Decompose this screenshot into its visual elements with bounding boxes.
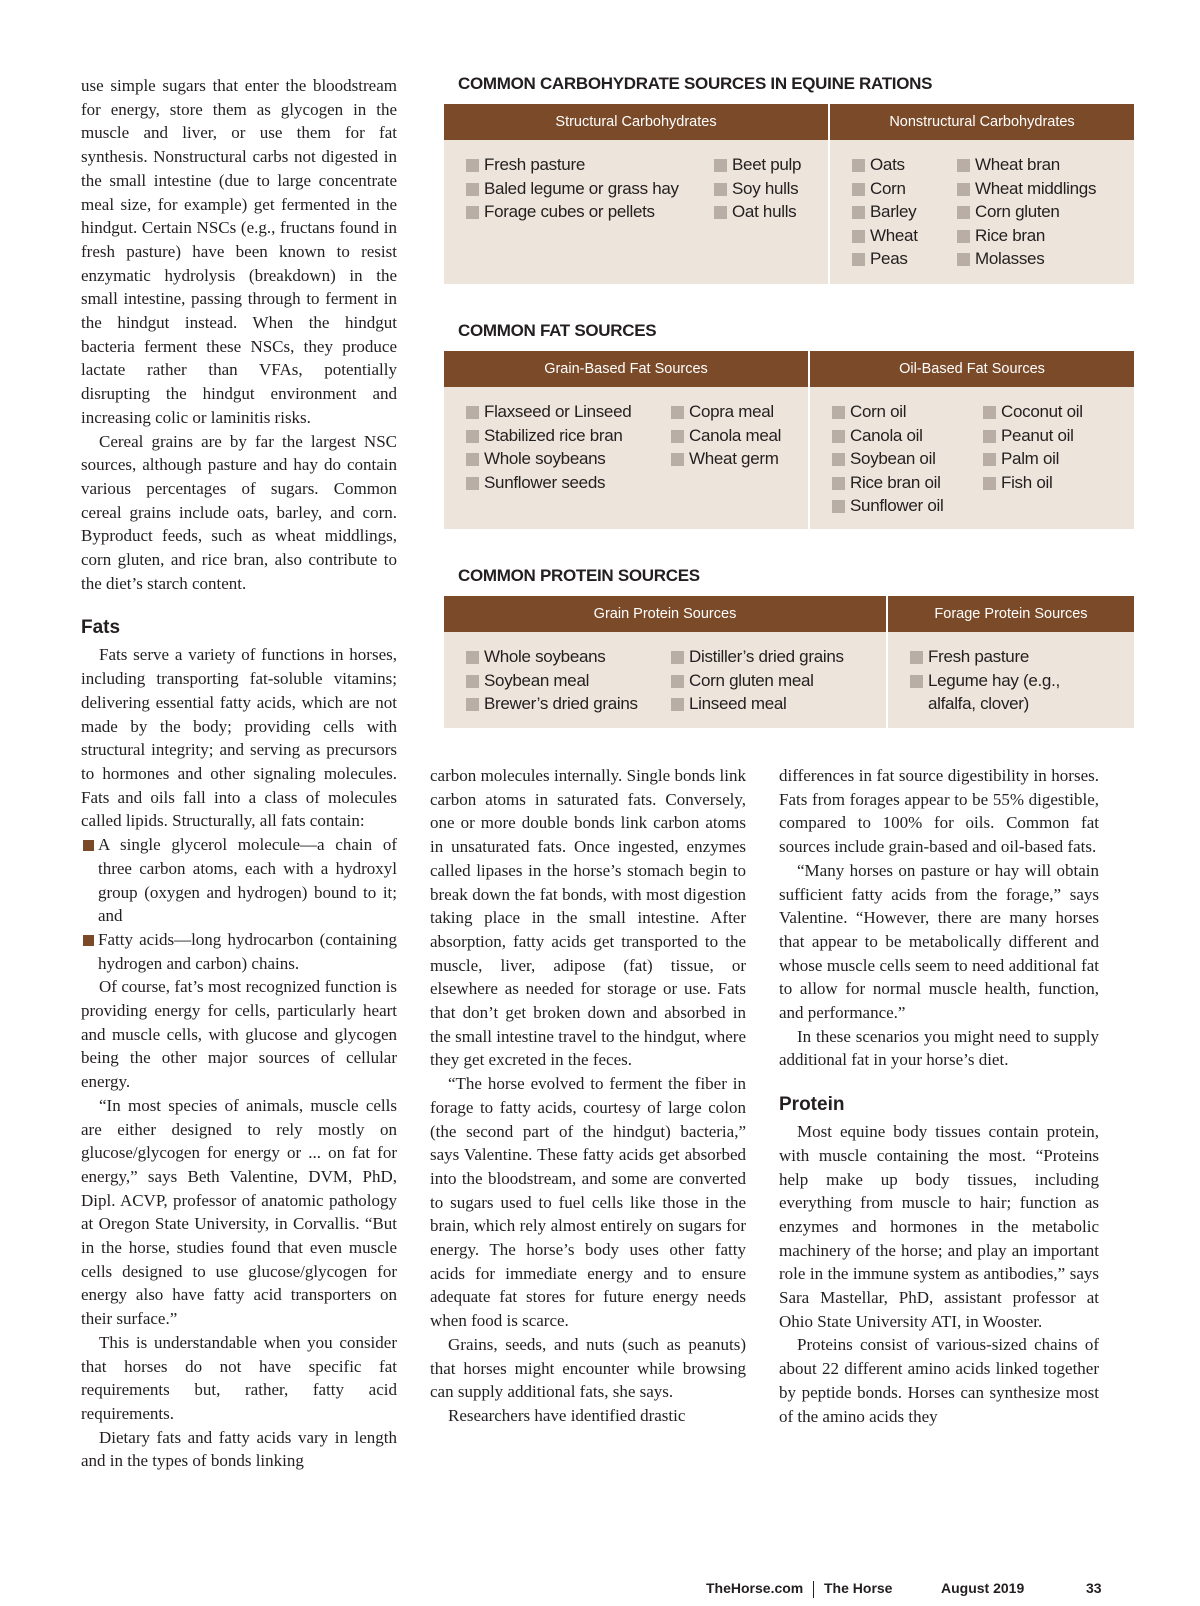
- square-bullet-icon: [466, 430, 479, 443]
- list-oil-fat-a: [832, 400, 983, 519]
- list-item-text: Linseed meal: [689, 694, 787, 713]
- list-item: [832, 471, 983, 495]
- square-bullet-icon: [466, 406, 479, 419]
- table-body: [444, 632, 1134, 728]
- square-bullet-icon: [466, 183, 479, 196]
- list-item-text: Rice bran: [975, 225, 1046, 245]
- paragraph: Grains, seeds, and nuts (such as peanuts) that horses might encounter while browsing can supply additional fats, she says.: [430, 1334, 746, 1402]
- square-bullet-icon: [852, 183, 865, 196]
- table-header-oil-fat: Oil-Based Fat Sources: [810, 351, 1134, 387]
- list-item-text: Molasses: [975, 249, 1045, 268]
- list-grain-protein-b: [671, 645, 844, 718]
- list-item: [671, 669, 844, 693]
- paragraph: Researchers have identified drastic: [448, 1405, 686, 1425]
- list-item-text: Canola oil: [850, 425, 923, 445]
- list-item: [466, 400, 671, 424]
- list-item: [957, 224, 1096, 248]
- square-bullet-icon: [466, 698, 479, 711]
- table-header-nonstructural: Nonstructural Carbohydrates: [830, 104, 1134, 140]
- list-item-text: Oat hulls: [732, 202, 797, 221]
- list-item-text: Rice bran oil: [850, 472, 941, 492]
- article-column-1: [81, 74, 397, 1473]
- list-item: [671, 645, 844, 669]
- footer-issue: August 2019: [941, 1580, 1025, 1596]
- list-item: [832, 494, 983, 518]
- list-item: [714, 153, 801, 177]
- square-bullet-icon: [832, 430, 845, 443]
- square-bullet-icon: [957, 206, 970, 219]
- list-item-text: Sunflower oil: [850, 496, 944, 515]
- list-item: [466, 471, 671, 495]
- square-bullet-icon: [910, 651, 923, 664]
- square-bullet-icon: [983, 477, 996, 490]
- square-bullet-icon: [466, 477, 479, 490]
- square-bullet-icon: [671, 453, 684, 466]
- square-bullet-icon: [671, 430, 684, 443]
- table-header-grain-protein: Grain Protein Sources: [444, 596, 886, 632]
- table-header-grain-fat: Grain-Based Fat Sources: [444, 351, 808, 387]
- list-item-text: Sunflower seeds: [484, 472, 606, 492]
- list-item-text: Canola meal: [689, 425, 782, 445]
- list-item: [910, 645, 1100, 669]
- table-header-row: [444, 104, 1134, 140]
- list-forage-protein: [910, 645, 1100, 718]
- square-bullet-icon: [714, 206, 727, 219]
- list-item-text: Fresh pasture: [928, 647, 1029, 666]
- paragraph: Cereal grains are by far the largest NSC sources, although pasture and hay do contain various percentages of sugars. Common cereal grains include oats, barley, and corn. Byproduct feeds, such as wheat middlings, corn gluten, and rice bran, also contribute to the diet’s starch content.: [81, 431, 397, 593]
- list-nonstructural-a: [852, 153, 957, 274]
- list-item-text: Forage cubes or pellets: [484, 202, 655, 221]
- footer-magazine: The Horse: [824, 1580, 893, 1596]
- list-item-text: Corn: [870, 178, 906, 198]
- list-item-text: Peas: [870, 249, 908, 268]
- list-item-text: Stabilized rice bran: [484, 425, 623, 445]
- square-bullet-icon: [466, 675, 479, 688]
- list-item-text: Soy hulls: [732, 178, 799, 198]
- square-bullet-icon: [466, 651, 479, 664]
- page-footer: [0, 1580, 1200, 1600]
- list-item: [852, 247, 957, 271]
- list-oil-fat-b: [983, 400, 1083, 519]
- list-item-text: Wheat middlings: [975, 178, 1097, 198]
- list-item: [983, 400, 1083, 424]
- list-item-text: Fresh pasture: [484, 155, 585, 174]
- square-bullet-icon: [832, 477, 845, 490]
- list-item: [671, 692, 844, 716]
- table-body: [444, 387, 1134, 529]
- list-item: [852, 177, 957, 201]
- list-item: [910, 669, 1100, 716]
- list-item-text: Distiller’s dried grains: [689, 647, 844, 666]
- list-item-text: Whole soybeans: [484, 647, 606, 666]
- table-body: [444, 140, 1134, 284]
- list-item: [957, 177, 1096, 201]
- square-bullet-icon: [957, 183, 970, 196]
- square-bullet-icon: [852, 230, 865, 243]
- square-bullet-icon: [671, 698, 684, 711]
- list-item-text: Wheat germ: [689, 449, 779, 468]
- list-grain-protein-a: [466, 645, 671, 718]
- article-column-2: [430, 764, 746, 1428]
- list-item: [466, 153, 714, 177]
- paragraph: Most equine body tissues contain protein, with muscle containing the most. “Proteins help make up body tissues, including everything from muscle to hair; function as enzymes and hormones in the metabolic machinery of the horse; and play an important role in the immune system as antibodies,” says Sara Mastellar, PhD, assistant professor at Ohio State University ATI, in Wooster.: [779, 1122, 1099, 1331]
- list-item-text: Corn oil: [850, 402, 907, 421]
- square-bullet-icon: [983, 406, 996, 419]
- list-structural-a: [466, 153, 714, 274]
- section-heading-protein: Protein: [779, 1094, 845, 1116]
- list-item: [957, 153, 1096, 177]
- paragraph: “In most species of animals, muscle cells are either designed to rely mostly on glucose/glycogen for energy or ... on fat for energy,” says Beth Valentine, DVM, PhD, Dipl. ACVP, professor of anatomic pathology at Oregon State University, in Corvallis. “But in the horse, studies found that even muscle cells designed to use glucose/glycogen for energy also have fatty acid transporters on their surface.”: [81, 1095, 397, 1329]
- paragraph: differences in fat source digestibility in horses. Fats from forages appear to be 55% digestible, compared to 100% for oils. Common fat sources include grain-based and oil-based fats.: [779, 766, 1099, 857]
- table-header-structural: Structural Carbohydrates: [444, 104, 828, 140]
- table-title: COMMON FAT SOURCES: [458, 321, 657, 340]
- list-item-text: Soybean oil: [850, 449, 936, 468]
- list-item: [983, 424, 1083, 448]
- square-bullet-icon: [957, 253, 970, 266]
- list-item: [466, 177, 714, 201]
- list-item: [983, 471, 1083, 495]
- list-item: [852, 224, 957, 248]
- square-bullet-icon: [957, 230, 970, 243]
- list-item-text: Copra meal: [689, 402, 774, 421]
- square-bullet-icon: [983, 453, 996, 466]
- list-item: [671, 447, 781, 471]
- square-bullet-icon: [832, 406, 845, 419]
- list-item-text: Baled legume or grass hay: [484, 178, 679, 198]
- list-item: [466, 692, 671, 716]
- list-item-text: Wheat: [870, 225, 918, 245]
- list-item: [671, 400, 781, 424]
- bullet-text: Fatty acids—long hydrocarbon (containing hydrogen and carbon) chains.: [98, 929, 397, 973]
- square-bullet-icon: [83, 935, 94, 946]
- list-item: [466, 669, 671, 693]
- paragraph: “Many horses on pasture or hay will obtain sufficient fatty acids from the forage,” says Valentine. “However, there are many horses that appear to be metabolically different and whose muscle cells seem to need additional fat to allow for normal muscle health, function, and performance.”: [779, 860, 1099, 1023]
- square-bullet-icon: [983, 430, 996, 443]
- list-item: [714, 177, 801, 201]
- square-bullet-icon: [832, 500, 845, 513]
- square-bullet-icon: [832, 453, 845, 466]
- square-bullet-icon: [466, 206, 479, 219]
- square-bullet-icon: [466, 453, 479, 466]
- footer-site: TheHorse.com: [706, 1580, 804, 1596]
- paragraph: Of course, fat’s most recognized function is providing energy for cells, particularly heart and muscle cells, with glucose and glycogen being the other major sources of cellular energy.: [81, 977, 397, 1092]
- bullet-text: A single glycerol molecule—a chain of three carbon atoms, each with a hydroxyl group (oxygen and hydrogen) bound to it; and: [98, 835, 397, 926]
- square-bullet-icon: [714, 159, 727, 172]
- list-item: [957, 247, 1096, 271]
- list-item-text: Corn gluten meal: [689, 670, 814, 690]
- paragraph: In these scenarios you might need to supply additional fat in your horse’s diet.: [779, 1026, 1099, 1070]
- list-item-text: Fish oil: [1001, 472, 1053, 492]
- list-item-text: Coconut oil: [1001, 402, 1083, 421]
- list-item: [714, 200, 801, 224]
- paragraph: Dietary fats and fatty acids vary in length and in the types of bonds linking: [81, 1427, 397, 1471]
- list-item-text: Whole soybeans: [484, 449, 606, 468]
- square-bullet-icon: [852, 206, 865, 219]
- list-item-text: Legume hay (e.g., alfalfa, clover): [928, 670, 1060, 713]
- list-item-text: Corn gluten: [975, 202, 1060, 221]
- list-item: [671, 424, 781, 448]
- list-item-text: Beet pulp: [732, 155, 802, 174]
- paragraph: This is understandable when you consider that horses do not have specific fat requirements but, rather, fatty acid requirements.: [81, 1332, 397, 1423]
- footer-divider: [813, 1581, 814, 1598]
- list-item-text: Soybean meal: [484, 670, 590, 690]
- section-heading-fats: Fats: [81, 617, 121, 639]
- protein-sources-table: [444, 566, 1134, 728]
- paragraph: use simple sugars that enter the bloodstream for energy, store them as glycogen in the muscle and liver, or use them for fat synthesis. Nonstructural carbs not digested in the small intestine (due to large concentrate meal size, for example) get fermented in the hindgut. Certain NSCs (e.g., fructans found in fresh pasture) have been known to resist enzymatic hydrolysis (breakdown) in the small intestine, passing through to ferment in the hindgut instead. When the hindgut bacteria ferment these NSCs, they produce lactate rather than VFAs, potentially disrupting the hindgut environment and increasing colic or laminitis risks.: [81, 76, 397, 427]
- list-item: [466, 447, 671, 471]
- square-bullet-icon: [957, 159, 970, 172]
- list-item: [466, 200, 714, 224]
- list-item: [832, 424, 983, 448]
- list-item: [852, 153, 957, 177]
- list-item: [957, 200, 1096, 224]
- list-item: [466, 424, 671, 448]
- list-item-text: Barley: [870, 202, 917, 221]
- article-column-3: [779, 764, 1099, 1428]
- square-bullet-icon: [671, 675, 684, 688]
- square-bullet-icon: [714, 183, 727, 196]
- table-title: COMMON PROTEIN SOURCES: [458, 566, 700, 585]
- list-nonstructural-b: [957, 153, 1096, 274]
- square-bullet-icon: [852, 159, 865, 172]
- bullet-item: [81, 928, 397, 975]
- list-item: [852, 200, 957, 224]
- page-number: 33: [1086, 1580, 1102, 1596]
- bullet-item: [81, 833, 397, 928]
- list-grain-fat-a: [466, 400, 671, 519]
- paragraph: carbon molecules internally. Single bonds link carbon atoms in saturated fats. Conversely, one or more double bonds link carbon atoms in unsaturated fats. Once ingested, enzymes called lipases in the horse’s stomach begin to break down the fat bonds, with most digestion taking place in the small intestine. After absorption, fatty acids get transported to the muscle, liver, adipose (fat) tissue, or elsewhere as needed for storage or use. Fats that don’t get broken down and absorbed in the small intestine travel to the hindgut, where they get excreted in the feces.: [430, 766, 746, 1070]
- list-item-text: Brewer’s dried grains: [484, 694, 638, 713]
- list-grain-fat-b: [671, 400, 781, 519]
- table-header-row: [444, 351, 1134, 387]
- fat-sources-table: [444, 321, 1134, 529]
- square-bullet-icon: [83, 840, 94, 851]
- carbohydrate-sources-table: [444, 74, 1134, 284]
- list-item-text: Peanut oil: [1001, 425, 1074, 445]
- list-structural-b: [714, 153, 801, 274]
- list-item-text: Oats: [870, 155, 905, 174]
- square-bullet-icon: [671, 406, 684, 419]
- table-header-row: [444, 596, 1134, 632]
- list-item: [466, 645, 671, 669]
- list-item: [832, 400, 983, 424]
- paragraph: “The horse evolved to ferment the fiber in forage to fatty acids, courtesy of large colon (the second part of the hindgut) bacteria,” says Valentine. These fatty acids get absorbed into the bloodstream, and some are converted to sugars used to fuel cells like those in the brain, which rely almost entirely on sugars for energy. The horse’s body uses other fatty acids for immediate energy and to ensure adequate fat stores for future energy needs when food is scarce.: [430, 1074, 746, 1331]
- list-item: [832, 447, 983, 471]
- square-bullet-icon: [671, 651, 684, 664]
- list-item: [983, 447, 1083, 471]
- table-header-forage-protein: Forage Protein Sources: [888, 596, 1134, 632]
- list-item-text: Flaxseed or Linseed: [484, 402, 632, 421]
- table-title: COMMON CARBOHYDRATE SOURCES IN EQUINE RATIONS: [458, 74, 933, 93]
- square-bullet-icon: [852, 253, 865, 266]
- paragraph: Proteins consist of various-sized chains of about 22 different amino acids linked together by peptide bonds. Horses can synthesize most of the amino acids they: [779, 1335, 1099, 1426]
- square-bullet-icon: [466, 159, 479, 172]
- square-bullet-icon: [910, 675, 923, 688]
- list-item-text: Wheat bran: [975, 155, 1060, 174]
- paragraph: Fats serve a variety of functions in horses, including transporting fat-soluble vitamins; delivering essential fatty acids, which are not made by the body; providing cells with structural integrity; and serving as precursors to hormones and other signaling molecules. Fats and oils fall into a class of molecules called lipids. Structurally, all fats contain:: [81, 645, 397, 831]
- list-item-text: Palm oil: [1001, 449, 1060, 468]
